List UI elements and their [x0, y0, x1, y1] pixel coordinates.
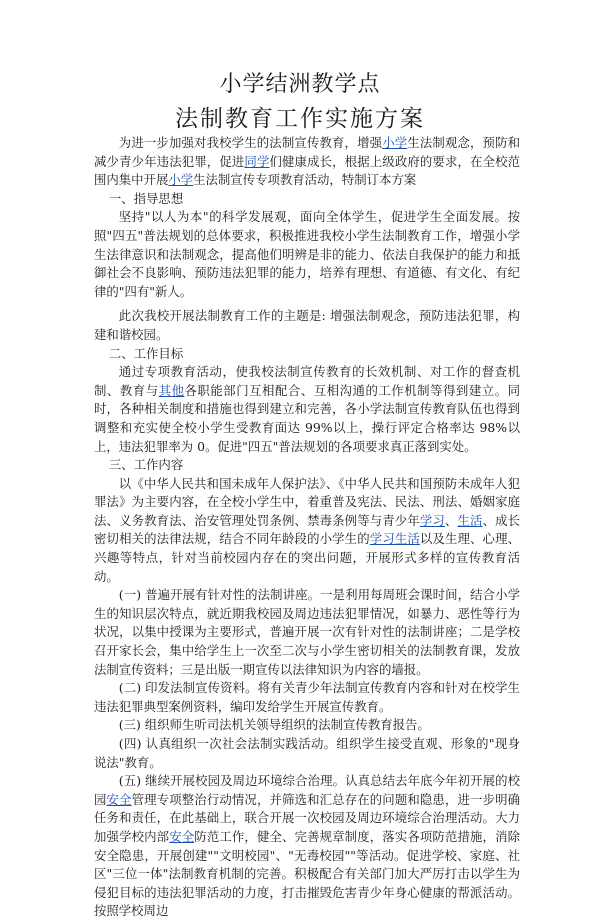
content-text-4: 以及生理、心理、兴趣等特点，针对当前校园内存在的突出问题，开展形式多样的宣传教育活动。: [94, 531, 521, 584]
paragraph-work-goals: [94, 363, 520, 456]
item5-text-1: (五) 继续开展校园及周边环境综合治理。认真总结去年底今年初开展的校园: [94, 773, 520, 807]
paragraph-work-content: [94, 475, 520, 587]
intro-text-2: 生法制观念，预防和减少青少年违法犯罪，促进: [94, 135, 521, 169]
link-study-life[interactable]: 学习生活: [369, 531, 420, 547]
link-safety-2[interactable]: 安全: [169, 828, 195, 844]
link-safety-1[interactable]: 安全: [106, 791, 132, 807]
paragraph-item-1: (一) 普遍开展有针对性的法制讲座。一是利用每周班会课时间，结合小学生的知识层次特点，就近期我校园及周边违法犯罪情况，如暴力、恶性等行为状况，以集中授课为主要形式，普遍开展一次有针对性的法制讲座；二是学校召开家长会，集中给学生上一次至二次与小学生密切相关的法制教育课，发放法制宣传资料；三是出版一期宣传以法律知识为内容的墙报。: [94, 587, 520, 677]
intro-text-1: 为进一步加强对我校学生的法制宣传教育，增强: [118, 135, 383, 150]
link-other[interactable]: 其他: [158, 382, 185, 398]
section-heading-3: 三、工作内容: [108, 457, 184, 473]
link-primary-school-2[interactable]: 小学: [168, 172, 194, 188]
goals-text-1: 通过专项教育活动，使我校法制宣传教育的长效机制、对工作的督查机制、教育与: [94, 364, 520, 398]
section-heading-1: 一、指导思想: [108, 190, 184, 206]
intro-text-4: 生法制宣传专项教育活动，特制订本方案: [193, 172, 417, 188]
content-text-2: 、: [444, 512, 458, 528]
paragraph-item-4: (四) 认真组织一次社会法制实践活动。组织学生接受直观、形象的"现身说法"教育。: [94, 736, 520, 770]
document-body: [94, 134, 520, 921]
paragraph-theme: 此次我校开展法制教育工作的主题是: 增强法制观念，预防违法犯罪，构建和谐校园。: [94, 308, 520, 342]
link-classmates[interactable]: 同学: [244, 153, 270, 169]
item5-text-2: 管理专项整治行动情况，并筛选和汇总存在的问题和隐患，进一步明确任务和责任，在此基础上，联合开展一次校园及周边环境综合治理活动。大力加强学校内部: [94, 791, 521, 844]
link-primary-school-1[interactable]: 小学: [382, 135, 408, 150]
section-heading-2: 二、工作目标: [108, 345, 184, 361]
intro-paragraph: [94, 134, 520, 190]
document-title-line-2: 法制教育工作实施方案: [175, 106, 425, 132]
intro-text-3: 们健康成长，根据上级政府的要求，在全校范围内集中开展: [94, 153, 521, 188]
content-text-1: 以《中华人民共和国未成年人保护法》、《中华人民共和国预防未成年人犯罪法》为主要内容，在全校小学生中，着重普及宪法、民法、刑法、婚姻家庭法、义务教育法、治安管理处罚条例、禁毒条例等与青少年: [94, 475, 520, 528]
content-text-3: 、成长密切相关的法律法规，结合不同年龄段的小学生的: [94, 512, 521, 547]
paragraph-guiding-ideology: 坚持"以人为本"的科学发展观，面向全体学生，促进学生全面发展。按照"四五"普法规划的总体要求，积极推进我校小学生法制教育工作，增强小学生法律意识和法制观念，提高他们明辨是非的能力、依法自我保护的能力和抵御社会不良影响、预防违法犯罪的能力，培养有理想、有道德、有文化、有纪律的"四有"新人。: [94, 209, 520, 299]
goals-text-2: 各职能部门互相配合、互相沟通的工作机制等得到建立。同时，各种相关制度和措施也得到建立和完善，各小学法制宣传教育队伍也得到调整和充实使全校小学生受教育面达 99%以上，操行评定合格率达 98%以上，违法犯罪率为 0。促进"四五"普法规划的各项要求真正落到实处。: [94, 382, 521, 454]
paragraph-item-2: (二) 印发法制宣传资料。将有关青少年法制宣传教育内容和针对在校学生违法犯罪典型案例资料，编印发给学生开展宣传教育。: [94, 680, 520, 714]
link-study[interactable]: 学习: [419, 512, 445, 528]
paragraph-item-5: [94, 772, 520, 921]
document-title-line-1: 小学结洲教学点: [219, 72, 381, 97]
link-life[interactable]: 生活: [457, 512, 483, 528]
paragraph-item-3: (三) 组织师生听司法机关领导组织的法制宣传教育报告。: [118, 717, 430, 733]
item5-text-3: 防范工作，健全、完善规章制度，落实各项防范措施，消除安全隐患，开展创建""文明校园"、"无毒校园""等活动。促进学校、家庭、社区"三位一体"法制教育机制的完善。积极配合有关部门加大严厉打击以学生为侵犯目标的违法犯罪活动的力度，打击摧毁危害青少年身心健康的帮派活动。按照学校周边: [94, 828, 521, 919]
